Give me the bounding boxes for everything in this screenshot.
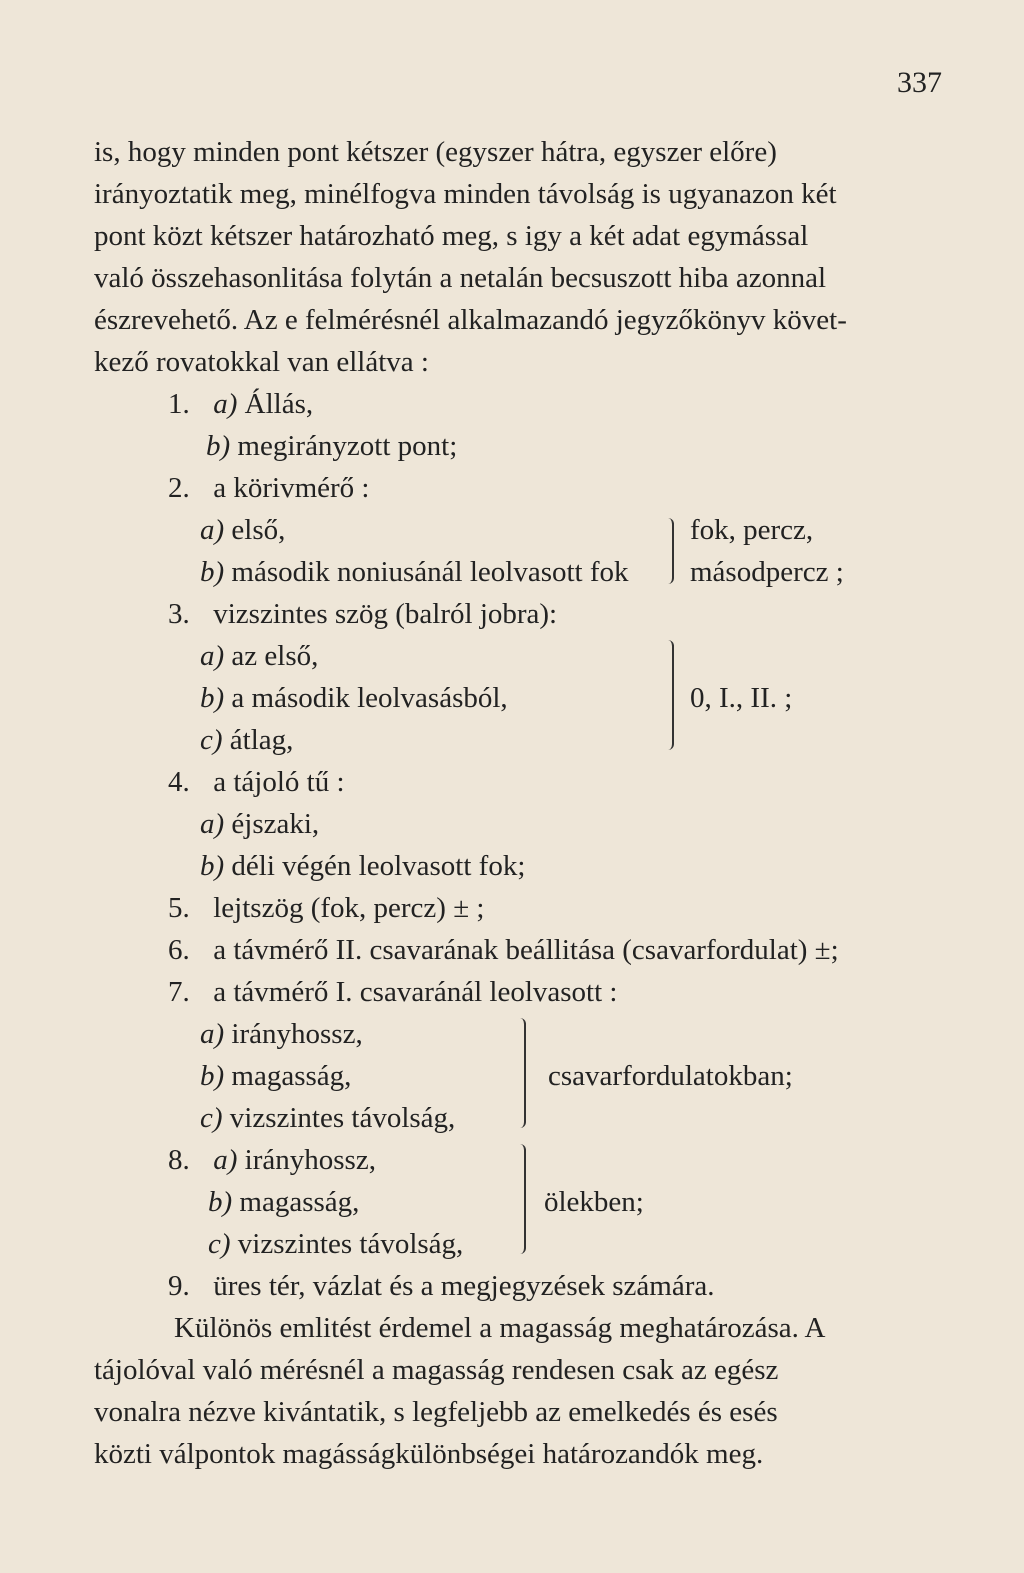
brace: [664, 518, 674, 584]
text-line: észrevehető. Az e felmérésnél alkalmazandó jegyzőkönyv követ-: [94, 304, 847, 336]
sub-item-text: magasság,: [231, 1060, 352, 1092]
sub-marker: a): [200, 1018, 225, 1050]
sub-marker: a): [213, 388, 238, 420]
text-line: vonalra nézve kivántatik, s legfeljebb az emelkedés és esés: [94, 1396, 778, 1428]
text-line: pont közt kétszer határozható meg, s igy a két adat egymással: [94, 220, 809, 252]
sub-item-text: déli végén leolvasott fok;: [231, 850, 526, 882]
sub-marker: c): [200, 1102, 223, 1134]
sub-item: [200, 556, 629, 589]
unit-label: fok, percz,: [690, 514, 814, 546]
text-line: tájolóval való mérésnél a magasság rendesen csak az egész: [94, 1354, 779, 1386]
sub-item: [208, 1186, 359, 1219]
sub-marker: c): [200, 724, 223, 756]
sub-item: [200, 850, 525, 883]
item-text: a távmérő II. csavarának beállitása (csavarfordulat) ±;: [213, 934, 839, 966]
sub-item: [200, 1060, 351, 1093]
item-number: 7.: [168, 976, 190, 1008]
item-number: 8.: [168, 1144, 190, 1176]
sub-item: [200, 640, 318, 673]
sub-marker: c): [208, 1228, 231, 1260]
item-title: a tájoló tű :: [213, 766, 345, 798]
sub-item-text: irányhossz,: [244, 1144, 376, 1176]
brace: [516, 1018, 526, 1128]
sub-marker: a): [200, 514, 225, 546]
text-line: való összehasonlitása folytán a netalán becsuszott hiba azonnal: [94, 262, 826, 294]
sub-item: [200, 1102, 455, 1135]
item-title: a körivmérő :: [213, 472, 370, 504]
list-item-1: [168, 388, 313, 421]
sub-marker: a): [213, 1144, 238, 1176]
sub-marker: a): [200, 808, 225, 840]
sub-item: [206, 430, 457, 463]
sub-item: [208, 1228, 463, 1261]
list-item-2: [168, 472, 369, 505]
text-line: is, hogy minden pont kétszer (egyszer hátra, egyszer előre): [94, 136, 777, 168]
sub-item-text: vizszintes távolság,: [229, 1102, 456, 1134]
item-text: üres tér, vázlat és a megjegyzések számára.: [213, 1270, 715, 1302]
sub-item: [200, 514, 285, 547]
text-line: közti válpontok magásságkülönbségei határozandók meg.: [94, 1438, 764, 1470]
unit-label: másodpercz ;: [690, 556, 844, 588]
sub-marker: b): [208, 1186, 233, 1218]
text-line: Különös emlitést érdemel a magasság meghatározása. A: [174, 1312, 826, 1344]
sub-marker: b): [206, 430, 231, 462]
text-line: kező rovatokkal van ellátva :: [94, 346, 429, 378]
sub-item-text: éjszaki,: [231, 808, 320, 840]
item-number: 3.: [168, 598, 190, 630]
brace: [516, 1144, 526, 1254]
sub-item-text: Állás,: [244, 388, 314, 420]
sub-marker: b): [200, 1060, 225, 1092]
item-text: lejtszög (fok, percz) ± ;: [213, 892, 485, 924]
sub-marker: a): [200, 640, 225, 672]
item-number: 2.: [168, 472, 190, 504]
unit-label: csavarfordulatokban;: [548, 1060, 793, 1092]
brace: [664, 640, 674, 750]
item-title: vizszintes szög (balról jobra):: [213, 598, 558, 630]
item-number: 1.: [168, 388, 190, 420]
sub-marker: b): [200, 682, 225, 714]
sub-item: [200, 724, 293, 757]
sub-item-text: megirányzott pont;: [237, 430, 458, 462]
sub-item-text: második noniusánál leolvasott fok: [231, 556, 629, 588]
item-number: 9.: [168, 1270, 190, 1302]
list-item-4: [168, 766, 345, 799]
sub-item-text: átlag,: [229, 724, 294, 756]
text-line: irányoztatik meg, minélfogva minden távolság is ugyanazon két: [94, 178, 837, 210]
sub-item: [200, 682, 508, 715]
sub-item: [200, 1018, 363, 1051]
sub-item-text: vizszintes távolság,: [237, 1228, 464, 1260]
list-item-3: [168, 598, 557, 631]
list-item-9: [168, 1270, 715, 1303]
sub-item-text: az első,: [231, 640, 319, 672]
sub-item-text: irányhossz,: [231, 1018, 363, 1050]
sub-item-text: magasság,: [239, 1186, 360, 1218]
sub-marker: b): [200, 850, 225, 882]
list-item-8: [168, 1144, 376, 1177]
list-item-7: [168, 976, 617, 1009]
page-number: 337: [897, 66, 942, 99]
list-item-6: [168, 934, 839, 967]
sub-item: [200, 808, 319, 841]
sub-marker: b): [200, 556, 225, 588]
sub-item-text: első,: [231, 514, 286, 546]
list-item-5: [168, 892, 484, 925]
item-title: a távmérő I. csavaránál leolvasott :: [213, 976, 618, 1008]
item-number: 5.: [168, 892, 190, 924]
unit-label: ölekben;: [544, 1186, 644, 1218]
sub-item-text: a második leolvasásból,: [231, 682, 508, 714]
item-number: 4.: [168, 766, 190, 798]
item-number: 6.: [168, 934, 190, 966]
unit-label: 0, I., II. ;: [690, 682, 793, 714]
